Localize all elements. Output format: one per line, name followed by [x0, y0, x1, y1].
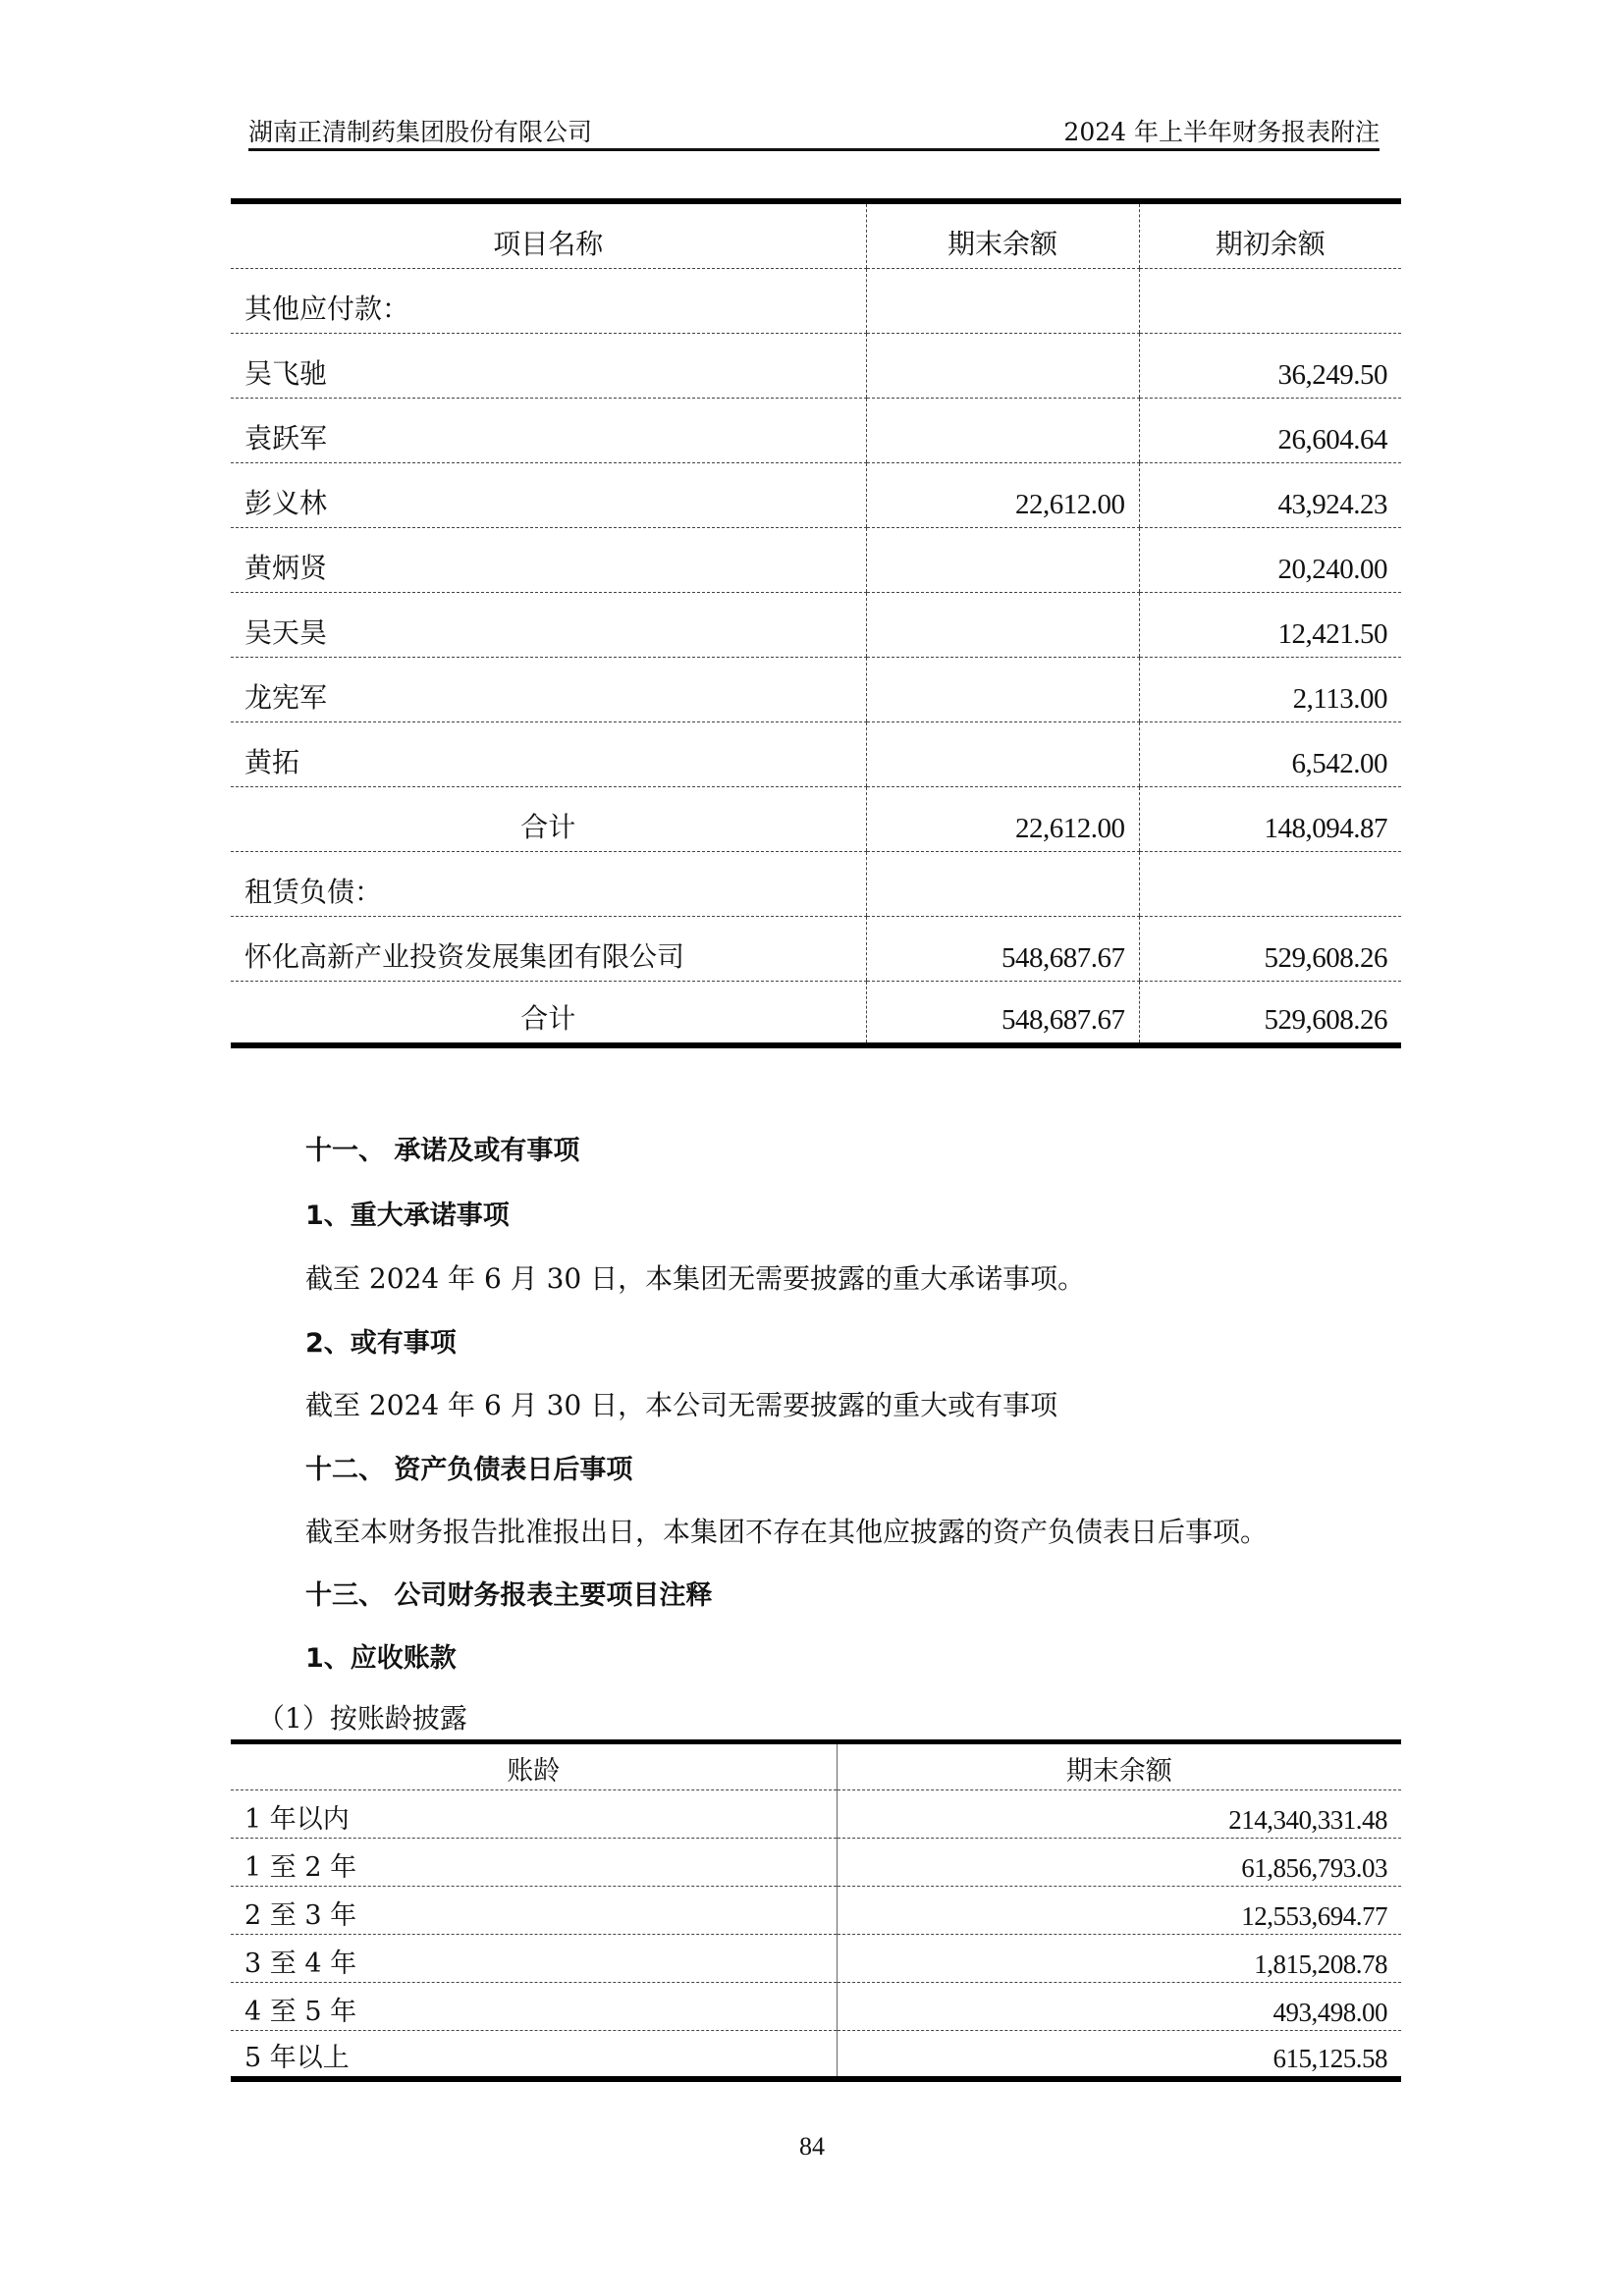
table-row	[231, 1790, 1401, 1839]
column-header-end-balance: 期末余额	[837, 1742, 1401, 1790]
table-header-row	[231, 201, 1401, 268]
begin-balance-cell: 12,421.50	[1139, 592, 1401, 657]
begin-balance-cell: 6,542.00	[1139, 721, 1401, 786]
column-header-item-name: 项目名称	[231, 201, 866, 268]
related-party-payables-table	[231, 198, 1401, 1048]
header-report-title: 2024 年上半年财务报表附注	[1063, 118, 1380, 146]
table-total-row	[231, 786, 1401, 851]
table-row	[231, 1887, 1401, 1935]
table-row	[231, 333, 1401, 398]
column-header-begin-balance: 期初余额	[1139, 201, 1401, 268]
begin-balance-cell: 20,240.00	[1139, 527, 1401, 592]
end-balance-cell	[866, 527, 1139, 592]
page-number: 84	[799, 2132, 825, 2161]
section-11-1-title: 1、重大承诺事项	[305, 1201, 510, 1231]
end-balance-cell: 548,687.67	[866, 916, 1139, 981]
item-name-cell: 黄炳贤	[231, 527, 866, 592]
aging-cell: 2 至 3 年	[231, 1887, 837, 1935]
item-name-cell: 吴飞驰	[231, 333, 866, 398]
aging-cell: 1 至 2 年	[231, 1839, 837, 1887]
table-row	[231, 1935, 1401, 1983]
item-name-cell: 租赁负债：	[231, 851, 866, 916]
section-11-2-title: 2、或有事项	[305, 1328, 457, 1359]
table-row	[231, 1983, 1401, 2031]
end-balance-cell: 61,856,793.03	[837, 1839, 1401, 1887]
section-12-title: 十二、 资产负债表日后事项	[305, 1455, 633, 1485]
end-balance-cell: 22,612.00	[866, 462, 1139, 527]
table-row	[231, 2031, 1401, 2079]
header-divider	[248, 148, 1380, 151]
end-balance-cell: 1,815,208.78	[837, 1935, 1401, 1983]
begin-balance-cell: 148,094.87	[1139, 786, 1401, 851]
table-row	[231, 527, 1401, 592]
begin-balance-cell	[1139, 851, 1401, 916]
begin-balance-cell: 36,249.50	[1139, 333, 1401, 398]
table-row	[231, 851, 1401, 916]
table-row	[231, 398, 1401, 462]
table-total-row	[231, 981, 1401, 1045]
item-name-cell: 合计	[520, 1002, 576, 1035]
section-11-2-text: 截至 2024 年 6 月 30 日，本公司无需要披露的重大或有事项	[305, 1389, 1058, 1421]
section-12-text: 截至本财务报告批准报出日，本集团不存在其他应披露的资产负债表日后事项。	[305, 1516, 1269, 1548]
section-13-1-title: 1、应收账款	[305, 1643, 457, 1674]
column-header-end-balance: 期末余额	[866, 201, 1139, 268]
end-balance-cell	[866, 721, 1139, 786]
end-balance-cell: 615,125.58	[837, 2031, 1401, 2079]
section-11-1-text: 截至 2024 年 6 月 30 日，本集团无需要披露的重大承诺事项。	[305, 1262, 1086, 1295]
table-row	[231, 916, 1401, 981]
end-balance-cell: 493,498.00	[837, 1983, 1401, 2031]
aging-cell: 5 年以上	[244, 2042, 350, 2073]
end-balance-cell	[866, 398, 1139, 462]
table-row	[231, 592, 1401, 657]
receivables-aging-table	[231, 1739, 1401, 2082]
item-name-cell: 袁跃军	[231, 398, 866, 462]
section-13-1-subtitle: （1）按账龄披露	[257, 1702, 467, 1735]
item-name-cell: 怀化高新产业投资发展集团有限公司	[231, 916, 866, 981]
section-11-title: 十一、 承诺及或有事项	[305, 1136, 580, 1166]
aging-cell: 4 至 5 年	[231, 1983, 837, 2031]
begin-balance-cell: 529,608.26	[1139, 916, 1401, 981]
begin-balance-cell: 26,604.64	[1139, 398, 1401, 462]
end-balance-cell	[866, 592, 1139, 657]
header-company: 湖南正清制药集团股份有限公司	[248, 118, 593, 146]
table-row	[231, 657, 1401, 721]
column-header-aging: 账龄	[231, 1742, 837, 1790]
item-name-cell: 龙宪军	[231, 657, 866, 721]
begin-balance-cell: 2,113.00	[1139, 657, 1401, 721]
end-balance-cell	[866, 333, 1139, 398]
begin-balance-cell: 43,924.23	[1139, 462, 1401, 527]
section-13-title: 十三、 公司财务报表主要项目注释	[305, 1580, 713, 1611]
begin-balance-cell: 529,608.26	[1139, 981, 1401, 1045]
aging-cell: 3 至 4 年	[231, 1935, 837, 1983]
table-header-row	[231, 1742, 1401, 1790]
end-balance-cell: 12,553,694.77	[837, 1887, 1401, 1935]
item-name-cell: 黄拓	[231, 721, 866, 786]
table-row	[231, 721, 1401, 786]
begin-balance-cell	[1139, 268, 1401, 333]
end-balance-cell	[866, 268, 1139, 333]
end-balance-cell: 22,612.00	[866, 786, 1139, 851]
end-balance-cell: 548,687.67	[866, 981, 1139, 1045]
aging-cell: 1 年以内	[231, 1790, 837, 1839]
table-row	[231, 462, 1401, 527]
end-balance-cell	[866, 851, 1139, 916]
item-name-cell: 合计	[231, 786, 866, 851]
item-name-cell: 其他应付款：	[231, 268, 866, 333]
end-balance-cell: 214,340,331.48	[837, 1790, 1401, 1839]
table-row	[231, 268, 1401, 333]
item-name-cell: 彭义林	[231, 462, 866, 527]
end-balance-cell	[866, 657, 1139, 721]
item-name-cell: 吴天昊	[231, 592, 866, 657]
table-row	[231, 1839, 1401, 1887]
